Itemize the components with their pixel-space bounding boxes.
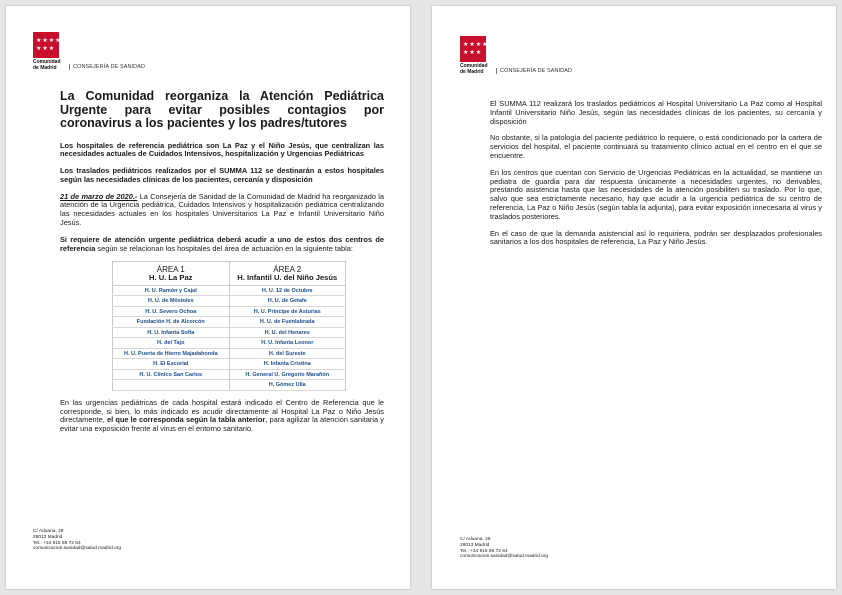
table-row — [113, 338, 346, 349]
table-row — [113, 296, 346, 307]
hospital-areas-table — [112, 261, 346, 390]
area-1-hospital-cell — [113, 380, 230, 391]
urgencies-paragraph: En los centros que cuentan con Servicio de Urgencias Pediátricas en la actualidad, se mantiene un pediatra de guardia para dar respuesta únicamente a necesidades urgentes, no derivables, prestando asistencia hasta que las necesidades de la atención posibiliten su traslado. Por lo que, salvo que sea estrictamente necesario, hay que acudir a la urgencia pediátrica de su centro de referencia, La Paz o Niño Jesús (según tabla la adjunta), para evitar exposición innecesaria al virus y traslados posteriores. — [490, 167, 822, 221]
area-2-hospital-cell: H. U. de Getafe — [229, 296, 346, 307]
department-label: CONSEJERÍA DE SANIDAD — [496, 68, 572, 74]
summary-paragraph-1: Los hospitales de referencia pediátrica son La Paz y el Niño Jesús, que centralizan las necesidades actuales de Cuidados Intensivos, hospitalización y Urgencias Pediátricas — [60, 140, 384, 159]
area-1-hospital-cell: H. U. de Móstoles — [113, 296, 230, 307]
exception-paragraph: No obstante, si la patología del paciente pediátrico lo requiere, o está condicionado por la cartera de servicios del hospital, el paciente continuará su tratamiento clínico actual en el centro en el que se encuentre. — [490, 133, 822, 160]
reference-hospital-1: H. U. La Paz — [113, 274, 230, 285]
area-1-header: ÁREA 1 — [113, 262, 230, 275]
page-footer: C/ Aduana, 29 28013 Madrid Tel.: +34 915 86 72 64 comunicacion.sanidad@salud.madrid.org — [460, 537, 549, 560]
area-2-hospital-cell: H. U. de Fuenlabrada — [229, 317, 346, 328]
area-2-header: ÁREA 2 — [229, 262, 346, 275]
staff-paragraph: En el caso de que la demanda asistencial así lo requiriera, podrán ser desplazados profesionales sanitarios a los dos hospitales de referencia, La Paz y Niño Jesús. — [490, 228, 822, 247]
closing-paragraph: En las urgencias pediátricas de cada hospital estará indicado el Centro de Referencia que le corresponde, si bien, lo más indicado es acudir directamente al Hospital La Paz o Niño Jesús directamente, el que le corresponda según la tabla anterior, para agilizar la atención sanitaria y evitar una exposición frente al virus en el entorno sanitario. — [60, 397, 384, 434]
summary-paragraph-2: Los traslados pediátricos realizados por el SUMMA 112 se destinarán a estos hospitales según las necesidades clínicas de los pacientes, cercanía y disposición — [60, 166, 384, 184]
flag-stars-icon: ★ ★ ★ ★ ★ ★ ★ — [33, 32, 59, 58]
hospital-list — [113, 285, 346, 390]
area-1-hospital-cell: H. U. Puerta de Hierro Majadahonda — [113, 348, 230, 359]
area-1-hospital-cell: H. del Tajo — [113, 338, 230, 349]
area-1-hospital-cell: H. U. Clínico San Carlos — [113, 369, 230, 380]
area-2-hospital-cell: H. Infanta Cristina — [229, 359, 346, 370]
intro-paragraph: 21 de marzo de 2020.- La Consejería de Sanidad de la Comunidad de Madrid ha reorganizado la atención de la Urgencia pediátrica, Cuidados Intensivos y hospitalización pediátrica centralizando las necesidades actuales en los hospitales Universitarios La Paz e Infantil Universitario Niño Jesús. — [60, 191, 384, 228]
logo-text: Comunidad de Madrid — [460, 63, 488, 75]
area-1-hospital-cell: H. U. Ramón y Cajal — [113, 285, 230, 296]
area-2-hospital-cell: H. U. 12 de Octubre — [229, 285, 346, 296]
contact-email: comunicacion.sanidad@salud.madrid.org — [33, 546, 122, 552]
page-2-content — [490, 100, 822, 255]
page-header — [460, 36, 572, 75]
reference-hospital-2: H. Infantil U. del Niño Jesús — [229, 274, 346, 285]
area-2-hospital-cell: H. Gómez Ulla — [229, 380, 346, 391]
area-2-hospital-cell: H. General U. Gregorio Marañón — [229, 369, 346, 380]
table-row — [113, 306, 346, 317]
area-1-hospital-cell: H. U. Severo Ochoa — [113, 306, 230, 317]
flag-stars-icon: ★ ★ ★ ★ ★ ★ ★ — [460, 36, 486, 62]
table-row — [113, 317, 346, 328]
area-1-hospital-cell: Fundación H. de Alcorcón — [113, 317, 230, 328]
area-2-hospital-cell: H. del Sureste — [229, 348, 346, 359]
table-row — [113, 285, 346, 296]
area-1-hospital-cell: H. U. Infanta Sofía — [113, 327, 230, 338]
table-row — [113, 348, 346, 359]
area-1-hospital-cell: H. El Escorial — [113, 359, 230, 370]
table-row — [113, 369, 346, 380]
page-1-content — [60, 90, 384, 442]
table-row — [113, 380, 346, 391]
table-row — [113, 359, 346, 370]
area-2-hospital-cell: H. U. Príncipe de Asturias — [229, 306, 346, 317]
summa-paragraph: El SUMMA 112 realizará los traslados pediátricos al Hospital Universitario La Paz como al Hospital Infantil Universitario Niño Jesús, según las necesidades clínicas de los pacientes, su cercanía y disposición — [490, 99, 822, 126]
contact-email: comunicacion.sanidad@salud.madrid.org — [460, 554, 549, 560]
comunidad-madrid-logo — [460, 36, 494, 75]
release-date: 21 de marzo de 2020.- — [60, 191, 138, 201]
area-2-hospital-cell: H. U. Infanta Leonor — [229, 338, 346, 349]
page-header — [33, 32, 145, 71]
logo-text: Comunidad de Madrid — [33, 59, 61, 71]
table-row — [113, 327, 346, 338]
area-2-hospital-cell: H. U. del Henares — [229, 327, 346, 338]
department-label: CONSEJERÍA DE SANIDAD — [69, 64, 145, 70]
document-page-2 — [432, 6, 836, 589]
page-footer: C/ Aduana, 29 28013 Madrid Tel.: +34 915 86 72 64 comunicacion.sanidad@salud.madrid.org — [33, 529, 122, 552]
comunidad-madrid-logo — [33, 32, 67, 71]
press-release-title: La Comunidad reorganiza la Atención Pediátrica Urgente para evitar posibles contagios por coronavirus a los pacientes y los padres/tutores — [60, 89, 384, 130]
document-page-1 — [6, 6, 410, 589]
table-intro-paragraph: Si requiere de atención urgente pediátrica deberá acudir a uno de estos dos centros de referencia según se relacionan los hospitales del área de actuación en la siguiente tabla: — [60, 234, 384, 253]
